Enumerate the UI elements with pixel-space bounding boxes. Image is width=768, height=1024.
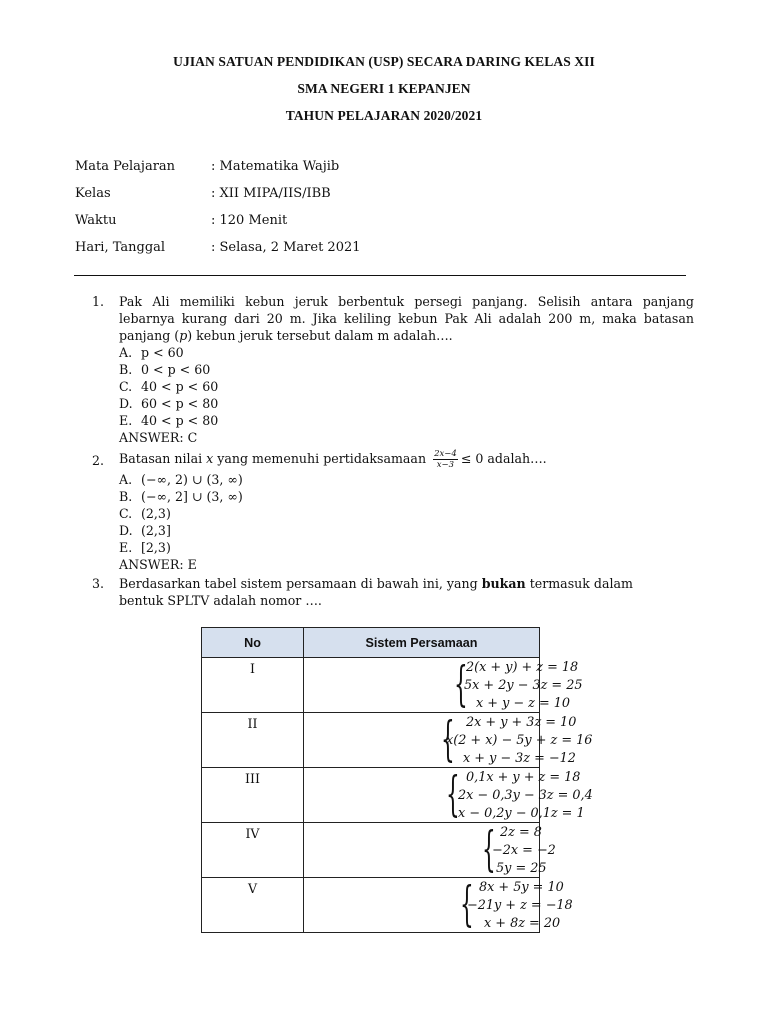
question-line — [119, 575, 694, 592]
option-a[interactable] — [119, 472, 243, 487]
equation: x + y − 3z = −12 — [463, 751, 576, 766]
question-line — [119, 327, 694, 344]
equation-list — [304, 876, 573, 933]
equation: x − 0,2y − 0,1z = 1 — [458, 806, 585, 821]
column-header-system: Sistem Persamaan — [304, 628, 540, 658]
table-row — [202, 713, 540, 768]
school-name: SMA NEGERI 1 KEPANJEN — [297, 81, 471, 96]
question-number: 2. — [92, 453, 105, 468]
option-e[interactable] — [119, 540, 171, 555]
option-text: [2,3) — [141, 540, 171, 555]
row-number: III — [202, 768, 304, 823]
academic-year: TAHUN PELAJARAN 2020/2021 — [285, 108, 483, 123]
equation-system — [304, 876, 573, 933]
equation: 2z = 8 — [500, 825, 542, 840]
meta-value: : Selasa, 2 Maret 2021 — [211, 240, 361, 255]
equation: 5y = 25 — [496, 861, 547, 876]
equation-list — [304, 766, 593, 823]
option-letter: A. — [119, 472, 133, 487]
answer-key: ANSWER: E — [119, 557, 197, 572]
option-text: (−∞, 2) ∪ (3, ∞) — [141, 472, 243, 487]
meta-label: Mata Pelajaran — [75, 159, 176, 174]
left-brace: { — [441, 711, 455, 767]
text-part: ≤ 0 adalah…. — [460, 451, 547, 466]
option-text: 60 < p < 80 — [141, 396, 219, 411]
option-c[interactable] — [119, 506, 171, 521]
option-letter: E. — [119, 540, 133, 555]
meta-value: : XII MIPA/IIS/IBB — [211, 186, 331, 201]
equation: 2x − 0,3y − 3z = 0,4 — [458, 788, 593, 803]
fraction — [433, 449, 458, 470]
option-c[interactable] — [119, 379, 218, 394]
question-2 — [0, 449, 768, 473]
option-text: (2,3] — [141, 523, 171, 538]
option-d[interactable] — [119, 523, 171, 538]
meta-label: Waktu — [75, 213, 117, 228]
header-divider — [74, 275, 686, 276]
equation: −21y + z = −18 — [467, 898, 573, 913]
text-part: yang memenuhi pertidaksamaan — [213, 451, 431, 466]
equation-list — [304, 656, 583, 713]
option-text: 0 < p < 60 — [141, 362, 211, 377]
meta-value: : Matematika Wajib — [211, 159, 340, 174]
option-text: 40 < p < 60 — [141, 379, 219, 394]
equation-systems-table — [201, 627, 593, 933]
equation: −2x = −2 — [492, 843, 556, 858]
option-letter: B. — [119, 362, 133, 377]
left-brace: { — [482, 821, 496, 877]
question-text — [119, 575, 694, 609]
option-letter: D. — [119, 523, 133, 538]
text-part: panjang ( — [119, 328, 180, 343]
option-letter: D. — [119, 396, 133, 411]
option-e[interactable] — [119, 413, 218, 428]
option-letter: A. — [119, 345, 133, 360]
option-b[interactable] — [119, 489, 243, 504]
table-row — [202, 658, 540, 713]
question-number: 1. — [92, 294, 105, 309]
equation: x(2 + x) − 5y + z = 16 — [446, 733, 593, 748]
row-number: V — [202, 878, 304, 933]
text-part: ) kebun jeruk tersebut dalam m adalah…. — [187, 328, 453, 343]
question-text — [119, 293, 694, 344]
left-brace: { — [460, 876, 474, 932]
column-header-no: No — [202, 628, 304, 658]
table-row — [202, 878, 540, 933]
equation: x + 8z = 20 — [484, 916, 561, 931]
meta-label: Hari, Tanggal — [75, 240, 166, 255]
question-line: lebarnya kurang dari 20 m. Jika keliling kebun Pak Ali adalah 200 m, maka batasan — [119, 311, 694, 326]
option-b[interactable] — [119, 362, 210, 377]
equation-system — [304, 821, 556, 878]
answer-key: ANSWER: C — [119, 430, 198, 445]
question-line: Pak Ali memiliki kebun jeruk berbentuk persegi panjang. Selisih antara panjang — [119, 294, 694, 309]
exam-title: UJIAN SATUAN PENDIDIKAN (USP) SECARA DARING KELAS XII — [173, 54, 595, 69]
question-text — [119, 449, 694, 470]
equation-system — [304, 766, 593, 823]
option-text: 40 < p < 80 — [141, 413, 219, 428]
option-letter: B. — [119, 489, 133, 504]
math-variable: p — [179, 328, 188, 343]
equation-list — [304, 711, 593, 768]
option-letter: C. — [119, 506, 133, 521]
math-variable: x — [206, 451, 214, 466]
row-number: IV — [202, 823, 304, 878]
question-line: bentuk SPLTV adalah nomor …. — [119, 593, 322, 608]
equation: 5x + 2y − 3z = 25 — [464, 678, 583, 693]
table-header-row — [202, 628, 540, 658]
fraction-denominator: x−3 — [436, 460, 455, 470]
equation: 8x + 5y = 10 — [479, 880, 564, 895]
equation-system — [304, 656, 583, 713]
emphasis-text: bukan — [481, 576, 526, 591]
table-row — [202, 823, 540, 878]
text-part: Batasan nilai — [119, 451, 207, 466]
left-brace: { — [454, 656, 468, 712]
option-text: (2,3) — [141, 506, 171, 521]
table-row — [202, 768, 540, 823]
equation: 2x + y + 3z = 10 — [466, 715, 577, 730]
row-number: II — [202, 713, 304, 768]
option-a[interactable] — [119, 345, 184, 360]
meta-label: Kelas — [75, 186, 111, 201]
option-d[interactable] — [119, 396, 218, 411]
option-letter: C. — [119, 379, 133, 394]
equation-system — [304, 711, 593, 768]
option-letter: E. — [119, 413, 133, 428]
text-part: Berdasarkan tabel sistem persamaan di bawah ini, yang — [119, 576, 482, 591]
option-text: (−∞, 2] ∪ (3, ∞) — [141, 489, 243, 504]
equation: 2(x + y) + z = 18 — [466, 660, 579, 675]
option-text: p < 60 — [141, 345, 184, 360]
equation-list — [304, 821, 556, 878]
left-brace: { — [446, 766, 460, 822]
meta-value: : 120 Menit — [211, 213, 288, 228]
fraction-numerator: 2x−4 — [434, 449, 457, 459]
equation: 0,1x + y + z = 18 — [466, 770, 581, 785]
question-number: 3. — [92, 576, 105, 591]
row-number: I — [202, 658, 304, 713]
equation: x + y − z = 10 — [476, 696, 571, 711]
text-part: termasuk dalam — [525, 576, 633, 591]
